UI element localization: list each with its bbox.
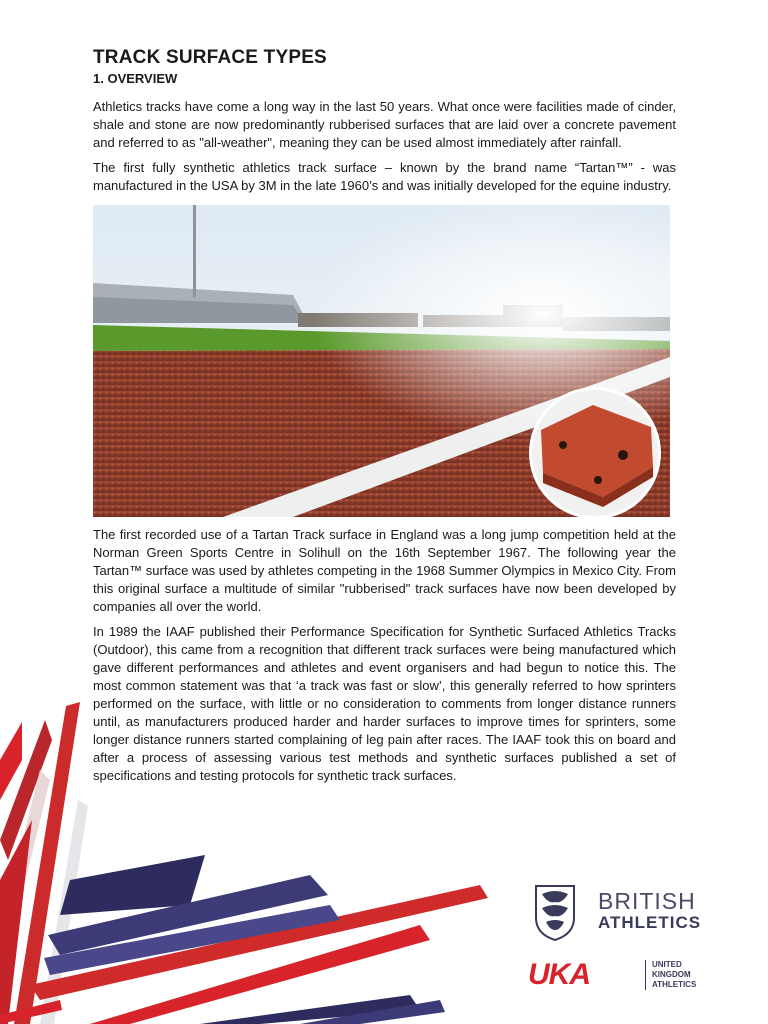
uka-logo-subtext bbox=[652, 960, 696, 990]
uka-divider bbox=[645, 960, 646, 990]
paragraph-2: The first fully synthetic athletics track surface – known by the brand name “Tartan™” - was manufactured in the USA by 3M in the late 1960’s and was initially developed for the equine industry. bbox=[93, 160, 676, 193]
paragraph-4: In 1989 the IAAF published their Performance Specification for Synthetic Surfaced Athletics Tracks (Outdoor), this came from a recognition that different track surfaces were being manufactured which gave different performances and athletes and event organisers and had begun to notice this. The most common statement was that ‘a track was fast or slow’, this generally referred to how sprinters performed on the surface, with little or no consideration to comments from longer distance runners until, as manufacturers produced harder and harder surfaces to improve times for sprinters, some longer distance runners started complaining of leg pain after races. The IAAF took this on board and after a process of assessing various test methods and synthetic surfaces published a set of specifications and testing protocols for synthetic track surfaces. bbox=[93, 624, 676, 783]
uka-line-3: ATHLETICS bbox=[652, 980, 697, 989]
track-photo bbox=[93, 205, 670, 517]
document-body bbox=[93, 46, 676, 792]
uka-logo: UKA bbox=[528, 958, 590, 991]
british-athletics-crest-icon bbox=[532, 882, 578, 942]
paragraph-1: Athletics tracks have come a long way in the last 50 years. What once were facilities made of cinder, shale and stone are now predominantly rubberised surfaces that are laid over a concrete pavement and referred to as "all-weather", meaning they can be used almost immediately after rainfall. bbox=[93, 99, 676, 150]
athletics-logo-text: ATHLETICS bbox=[598, 913, 702, 932]
section-heading: 1. OVERVIEW bbox=[93, 71, 178, 86]
page-title: TRACK SURFACE TYPES bbox=[93, 47, 327, 68]
uka-line-1: UNITED bbox=[652, 960, 682, 969]
uka-line-2: KINGDOM bbox=[652, 970, 691, 979]
logo-area bbox=[528, 880, 728, 1000]
british-logo-text: BRITISH bbox=[598, 888, 696, 914]
paragraph-3: The first recorded use of a Tartan Track surface in England was a long jump competition held at the Norman Green Sports Centre in Solihull on the 16th September 1967. The following year the Tartan™ surface was used by athletes competing in the 1968 Summer Olympics in Mexico City. From this original surface a multitude of similar "rubberised" track surfaces have now been developed by companies all over the world. bbox=[93, 527, 676, 614]
